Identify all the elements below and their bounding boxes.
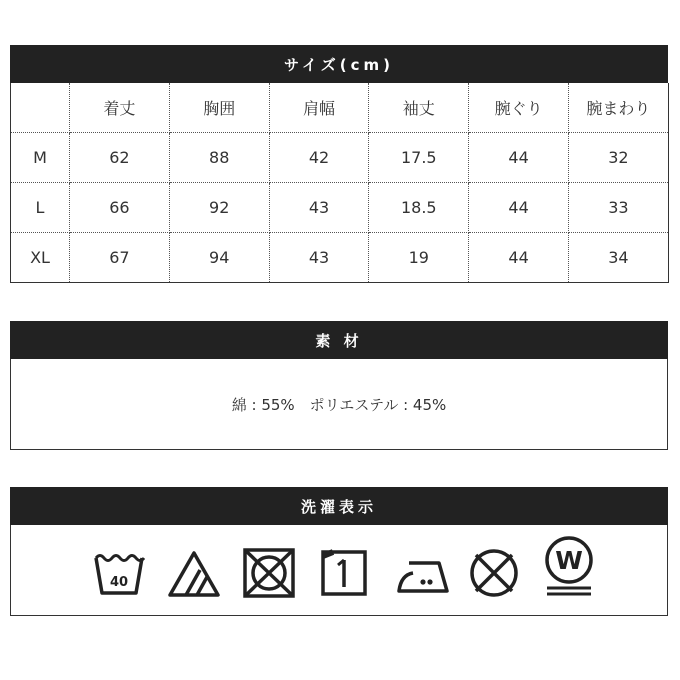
table-cell: 34 (568, 233, 668, 283)
size-label-cell: L (11, 183, 70, 233)
size-section (10, 45, 668, 283)
no-dry-clean-icon (466, 525, 522, 615)
wet-clean-icon (541, 525, 597, 615)
table-cell: 88 (169, 133, 269, 183)
no-tumble-dry-icon (241, 525, 297, 615)
table-cell: 43 (269, 183, 369, 233)
care-symbols (10, 525, 668, 616)
header-cell-arm-circumference: 腕まわり (568, 83, 668, 133)
header-cell-chest: 胸囲 (169, 83, 269, 133)
material-header: 素 材 (10, 321, 668, 359)
table-cell: 67 (70, 233, 170, 283)
size-header: サイズ(cm) (10, 45, 668, 83)
material-body (10, 359, 668, 450)
table-row (11, 133, 669, 183)
size-table-header-row (11, 83, 669, 133)
header-cell-length: 着丈 (70, 83, 170, 133)
size-label-cell: XL (11, 233, 70, 283)
size-label-cell: M (11, 133, 70, 183)
table-cell: 44 (469, 133, 569, 183)
table-cell: 33 (568, 183, 668, 233)
table-cell: 19 (369, 233, 469, 283)
table-cell: 44 (469, 183, 569, 233)
table-cell: 17.5 (369, 133, 469, 183)
material-section (10, 321, 668, 450)
table-cell: 62 (70, 133, 170, 183)
header-cell-armhole: 腕ぐり (469, 83, 569, 133)
table-cell: 32 (568, 133, 668, 183)
wash-temp-label: 40 (109, 575, 129, 590)
care-section (10, 487, 668, 616)
care-header: 洗濯表示 (10, 487, 668, 525)
table-cell: 92 (169, 183, 269, 233)
header-cell-empty (11, 83, 70, 133)
line-dry-shade-icon (319, 525, 369, 615)
wet-clean-letter: W (555, 546, 583, 575)
header-cell-sleeve: 袖丈 (369, 83, 469, 133)
table-cell: 43 (269, 233, 369, 283)
header-cell-shoulder: 肩幅 (269, 83, 369, 133)
table-cell: 44 (469, 233, 569, 283)
material-text: 綿 : 55% ポリエステル : 45% (231, 395, 447, 414)
table-cell: 66 (70, 183, 170, 233)
size-table (10, 83, 669, 283)
table-cell: 42 (269, 133, 369, 183)
iron-low-icon (391, 525, 457, 615)
wash-40-tub-icon (93, 525, 145, 615)
table-cell: 94 (169, 233, 269, 283)
table-row (11, 183, 669, 233)
table-cell: 18.5 (369, 183, 469, 233)
bleach-oxygen-only-icon (166, 525, 222, 615)
table-row (11, 233, 669, 283)
